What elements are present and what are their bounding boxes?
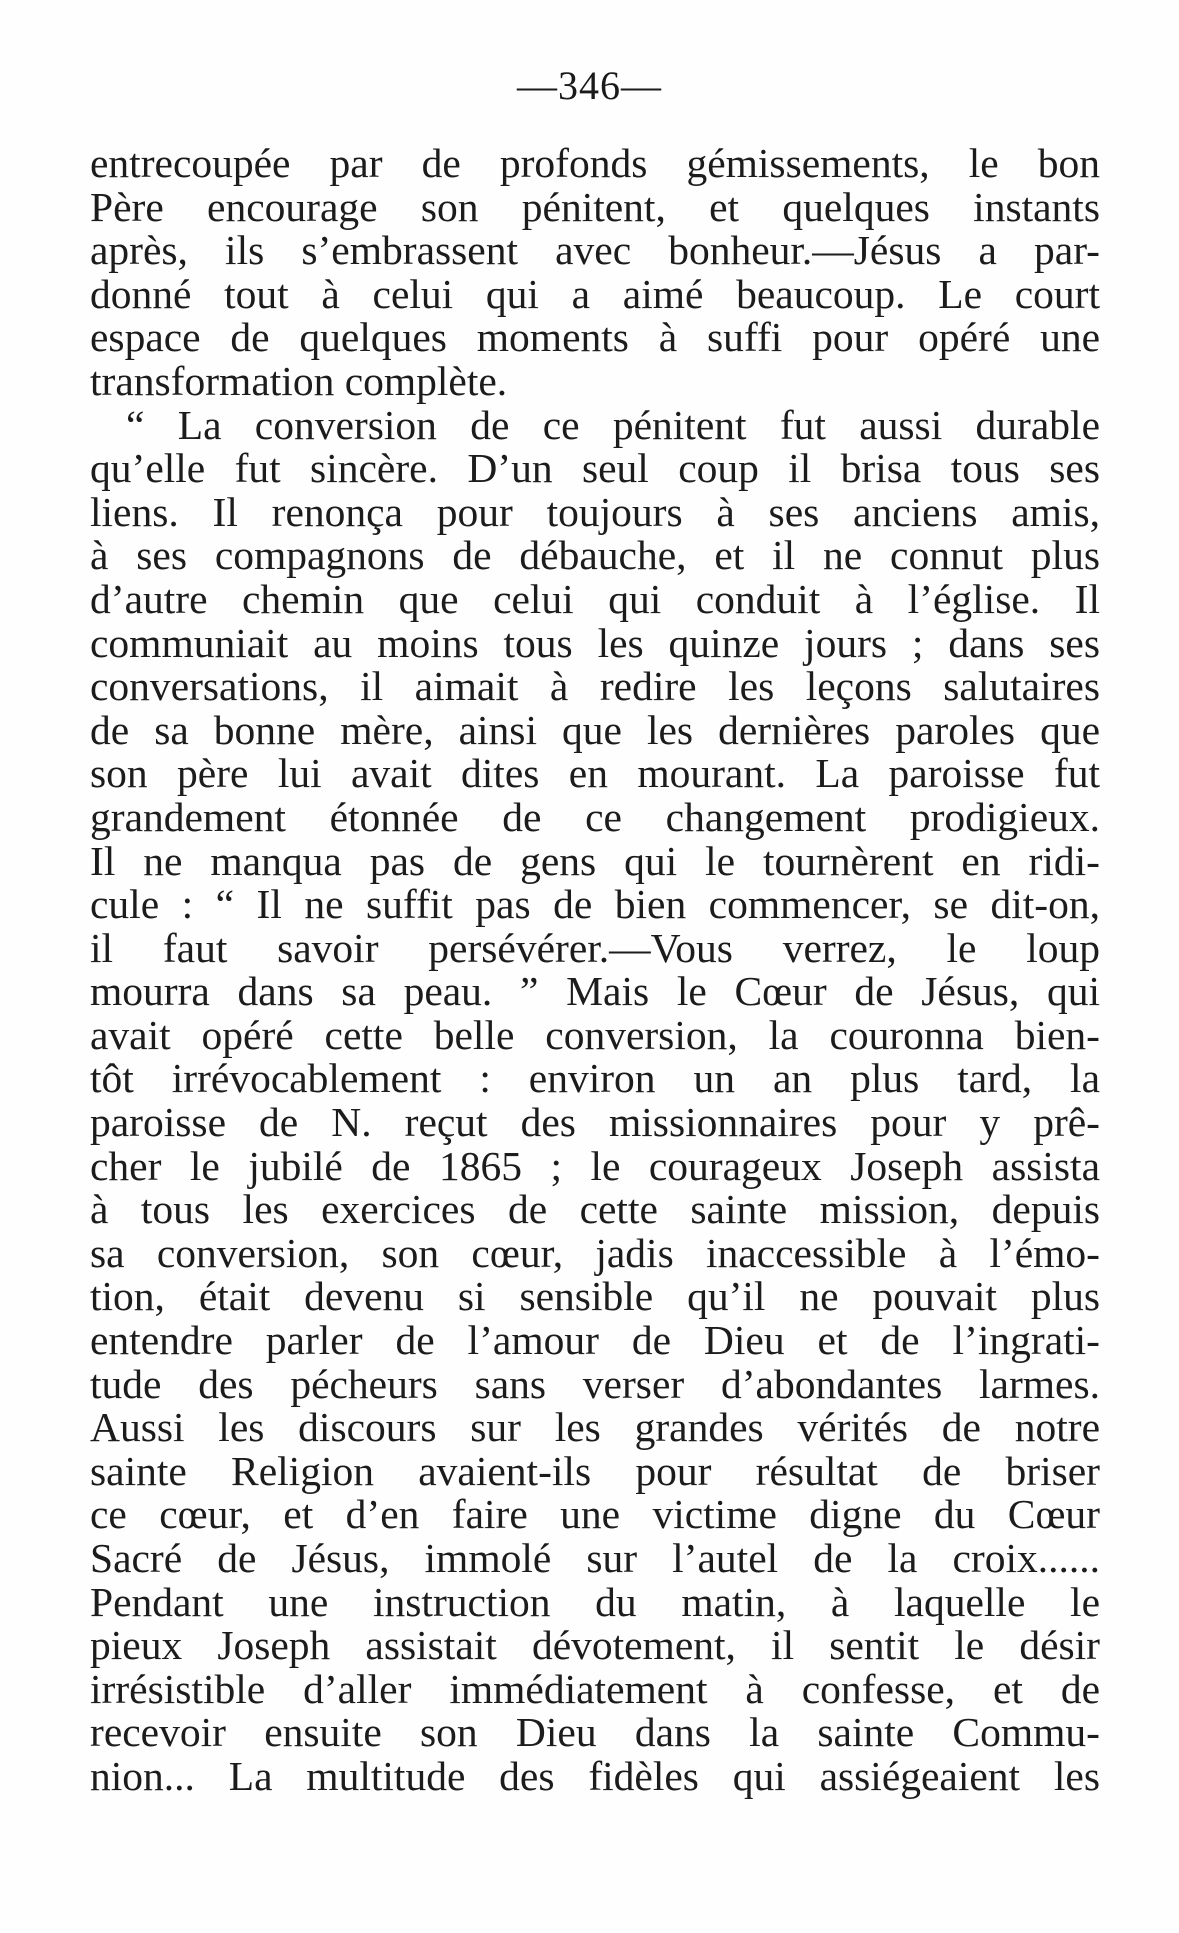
text-line: nion... La multitude des fidèles qui assiégeaient les: [90, 1752, 1100, 1799]
text-line: communiait au moins tous les quinze jours ; dans ses: [90, 619, 1100, 666]
text-line: Aussi les discours sur les grandes vérités de notre: [90, 1404, 1100, 1451]
text-line: mourra dans sa peau. ” Mais le Cœur de Jésus, qui: [90, 968, 1100, 1015]
text-line: entrecoupée par de profonds gémissements, le bon: [90, 140, 1100, 186]
text-line: Père encourage son pénitent, et quelques instants: [90, 183, 1100, 230]
text-line: “ La conversion de ce pénitent fut aussi durable: [126, 401, 1100, 448]
text-line: conversations, il aimait à redire les leçons salutaires: [90, 663, 1100, 710]
text-line: sainte Religion avaient-ils pour résultat de briser: [90, 1447, 1100, 1494]
text-line: donné tout à celui qui a aimé beaucoup. Le court: [90, 270, 1100, 317]
text-line: paroisse de N. reçut des missionnaires pour y prê-: [90, 1099, 1100, 1146]
text-line: irrésistible d’aller immédiatement à confesse, et de: [90, 1665, 1100, 1712]
text-line: tion, était devenu si sensible qu’il ne pouvait plus: [90, 1273, 1100, 1320]
text-line: sa conversion, son cœur, jadis inaccessible à l’émo-: [90, 1229, 1100, 1276]
text-line: recevoir ensuite son Dieu dans la sainte Commu-: [90, 1709, 1100, 1756]
body-text: [90, 142, 1100, 1799]
text-line: tude des pécheurs sans verser d’abondantes larmes.: [90, 1360, 1100, 1407]
text-line: cher le jubilé de 1865 ; le courageux Joseph assista: [90, 1142, 1100, 1189]
text-line: grandement étonnée de ce changement prodigieux.: [90, 793, 1100, 840]
text-line: à ses compagnons de débauche, et il ne connut plus: [90, 532, 1100, 579]
text-line: avait opéré cette belle conversion, la couronna bien-: [90, 1011, 1100, 1058]
text-line: de sa bonne mère, ainsi que les dernières paroles que: [90, 706, 1100, 753]
text-line: transformation complète.: [90, 357, 508, 404]
text-line: il faut savoir persévérer.—Vous verrez, le loup: [90, 924, 1100, 971]
text-line: entendre parler de l’amour de Dieu et de l’ingrati-: [90, 1317, 1100, 1364]
text-line: Pendant une instruction du matin, à laquelle le: [90, 1578, 1100, 1625]
text-line: qu’elle fut sincère. D’un seul coup il brisa tous ses: [90, 445, 1100, 492]
text-line: liens. Il renonça pour toujours à ses anciens amis,: [90, 488, 1100, 535]
text-line: espace de quelques moments à suffi pour opéré une: [90, 314, 1100, 361]
text-line: à tous les exercices de cette sainte mission, depuis: [90, 1186, 1100, 1233]
text-line: d’autre chemin que celui qui conduit à l’église. Il: [90, 575, 1100, 622]
page-number: —346—: [517, 63, 662, 108]
text-line: pieux Joseph assistait dévotement, il sentit le désir: [90, 1622, 1100, 1669]
text-line: cule : “ Il ne suffit pas de bien commencer, se dit-on,: [90, 881, 1100, 928]
text-line: ce cœur, et d’en faire une victime digne du Cœur: [90, 1491, 1100, 1538]
text-line: tôt irrévocablement : environ un an plus tard, la: [90, 1055, 1100, 1102]
text-line: après, ils s’embrassent avec bonheur.—Jésus a par-: [90, 227, 1100, 274]
text-line: son père lui avait dites en mourant. La paroisse fut: [90, 750, 1100, 797]
text-line: Il ne manqua pas de gens qui le tournèrent en ridi-: [90, 837, 1100, 884]
text-line: Sacré de Jésus, immolé sur l’autel de la croix......: [90, 1535, 1100, 1581]
